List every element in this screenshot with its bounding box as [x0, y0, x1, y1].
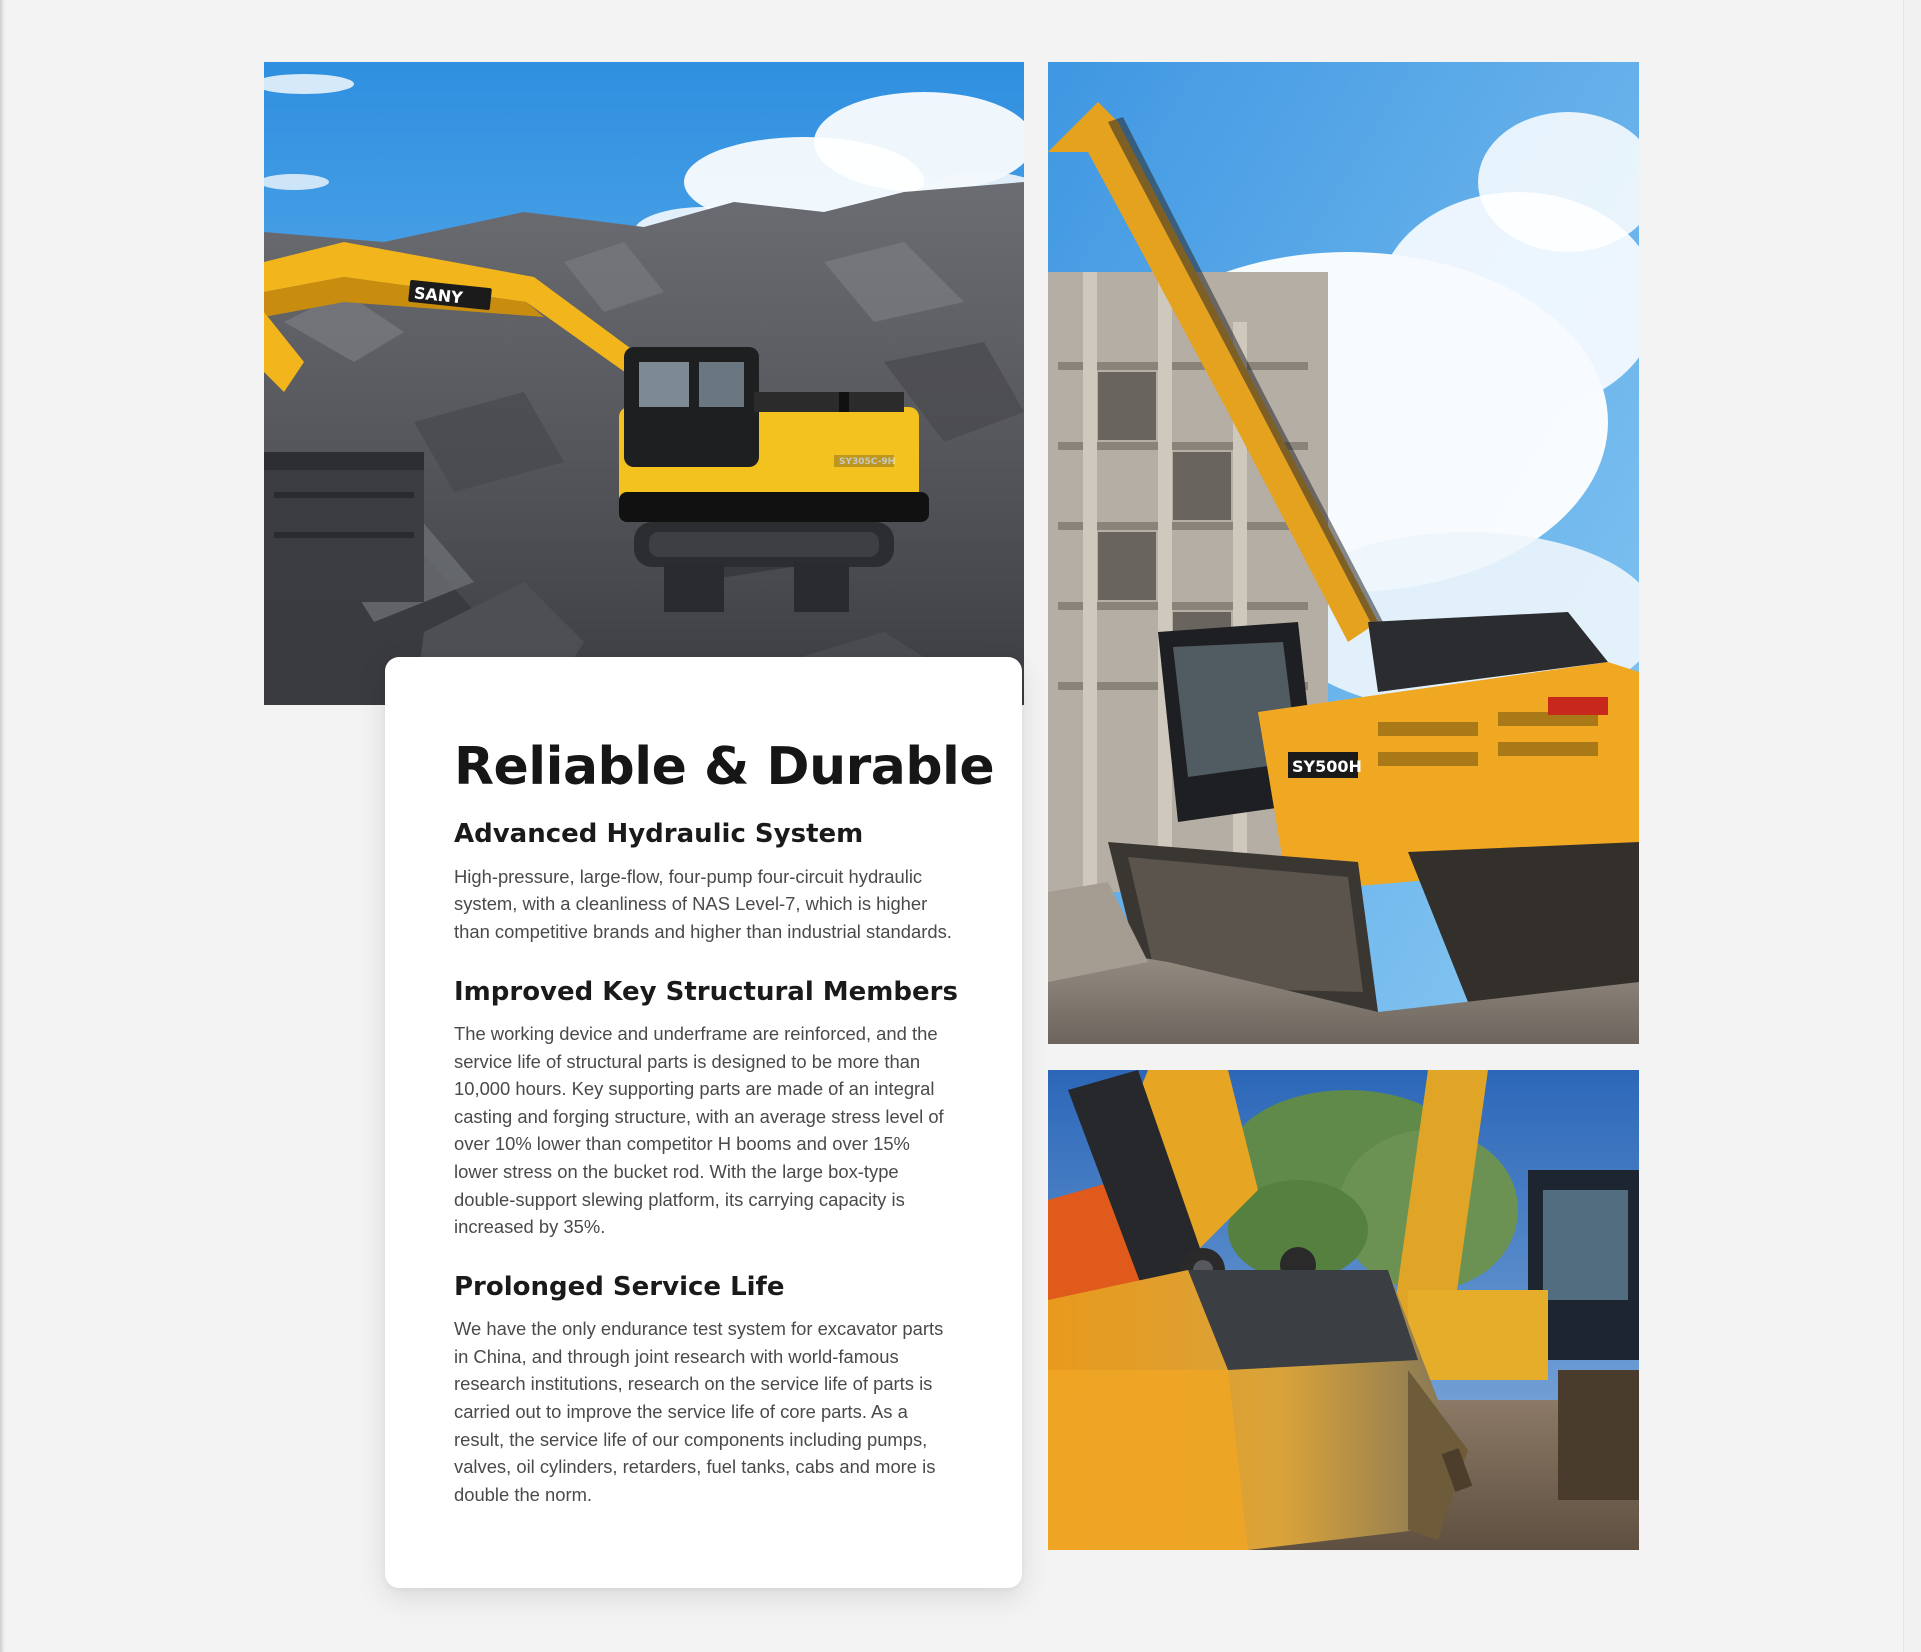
feature-heading-hydraulic: Advanced Hydraulic System — [454, 819, 864, 850]
feature-card — [385, 657, 1022, 1588]
section-title: Reliable & Durable — [454, 737, 995, 797]
excavator-bucket-photo — [1048, 1070, 1639, 1550]
mining-excavator-image — [264, 62, 1024, 705]
feature-text-hydraulic: High-pressure, large-flow, four-pump four-circuit hydraulic system, with a cleanliness of NAS Level-7, which is higher than competitive brands and higher than industrial standards. — [454, 865, 952, 942]
feature-text-service-life: We have the only endurance test system for excavator parts in China, and through joint research with world-famous research institutions, research on the service life of parts is carried out to improve the service life of core parts. As a result, the service life of our components including pumps, valves, oil cylinders, retarders, fuel tanks, cabs and more is double the norm. — [454, 1318, 944, 1505]
feature-text-structural: The working device and underframe are reinforced, and the service life of structural parts is designed to be more than 10,000 hours. Key supporting parts are made of an integral casting and forging structure, with an average stress level of over 10% lower than competitor H booms and over 15% lower stress on the bucket rod. With the large box-type double-support slewing platform, its carrying capacity is increased by 35%. — [454, 1023, 944, 1238]
feature-heading-service-life: Prolonged Service Life — [454, 1271, 785, 1302]
body-model-label: SY500H — [1292, 757, 1362, 776]
arm-brand-label: SANY — [413, 283, 464, 308]
excavator-bucket-image — [1048, 1070, 1639, 1550]
demolition-excavator-image — [1048, 62, 1639, 1044]
page-edge-shadow — [0, 0, 6, 1652]
body-model-label: SY305C-9H — [839, 457, 896, 467]
feature-heading-structural: Improved Key Structural Members — [454, 976, 958, 1007]
scrollbar-track[interactable] — [1903, 0, 1921, 1652]
mining-excavator-photo — [264, 62, 1024, 705]
demolition-excavator-photo — [1048, 62, 1639, 1044]
